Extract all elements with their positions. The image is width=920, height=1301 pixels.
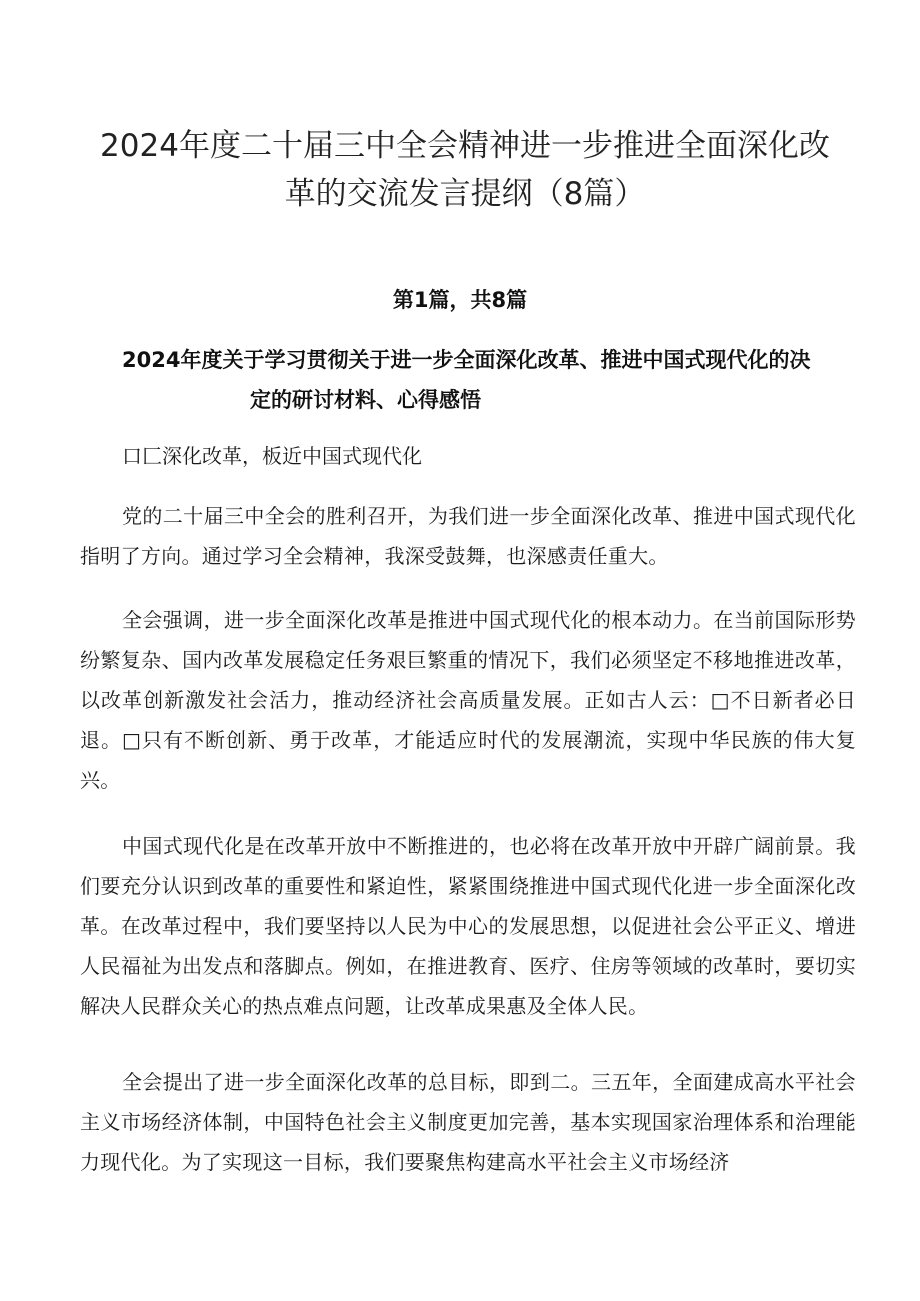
subtitle-line-2: 定的研讨材料、心得感悟 [250,388,481,412]
body-paragraph [80,1062,856,1182]
document-title: 2024年度二十届三中全会精神进一步推进全面深化改革的交流发言提纲（8篇） [100,128,830,212]
paragraph-1: 党的二十届三中全会的胜利召开，为我们进一步全面深化改革、推进中国式现代化指明了方向。通过学习全会精神，我深受鼓舞，也深感责任重大。 [80,504,856,568]
part-label: 第1篇，共8篇 [392,288,528,312]
section-subtitle [122,340,882,420]
subtitle-line-1: 2024年度关于学习贯彻关于进一步全面深化改革、推进中国式现代化的决 [122,348,811,372]
body-paragraph [80,600,856,800]
body-paragraph [80,826,856,1026]
paragraph-3: 中国式现代化是在改革开放中不断推进的，也必将在改革开放中开辟广阔前景。我们要充分认识到改革的重要性和紧迫性，紧紧围绕推进中国式现代化进一步全面深化改革。在改革过程中，我们要坚持以人民为中心的发展思想，以促进社会公平正义、增进人民福祉为出发点和落脚点。例如，在推进教育、医疗、住房等领域的改革时，要切实解决人民群众关心的热点难点问题，让改革成果惠及全体人民。 [80,834,856,1018]
body-paragraph [80,496,856,576]
section-heading: 口匚深化改革，板近中国式现代化 [122,444,422,468]
paragraph-2: 全会强调，进一步全面深化改革是推进中国式现代化的根本动力。在当前国际形势纷繁复杂、国内改革发展稳定任务艰巨繁重的情况下，我们必须坚定不移地推进改革，以改革创新激发社会活力，推动经济社会高质量发展。正如古人云：□不日新者必日退。□只有不断创新、勇于改革，才能适应时代的发展潮流，实现中华民族的伟大复兴。 [80,608,856,792]
paragraph-4: 全会提出了进一步全面深化改革的总目标，即到二。三五年，全面建成高水平社会主义市场经济体制，中国特色社会主义制度更加完善，基本实现国家治理体系和治理能力现代化。为了实现这一目标，我们要聚焦构建高水平社会主义市场经济 [80,1070,856,1174]
